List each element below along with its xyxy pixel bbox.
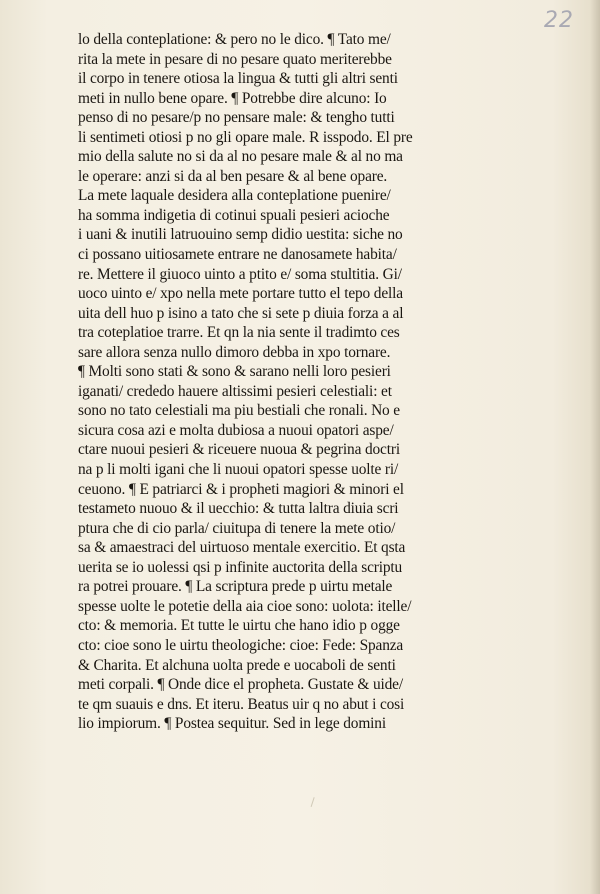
text-line: ctare nuoui pesieri & riceuere nuoua & pegrina doctri (78, 441, 400, 459)
text-line: cto: cioe sono le uirtu theologiche: cioe: Fede: Spanza (78, 636, 404, 654)
text-line: ci possano uitiosamete entrare ne danosamete habita/ (78, 246, 397, 264)
paper-mark (311, 797, 321, 809)
text-line: meti corpali. ¶ Onde dice el propheta. Gustate & uide/ (78, 676, 403, 694)
text-line: & Charita. Et alchuna uolta prede e uocaboli de senti (78, 656, 396, 674)
text-line: uita dell huo p isino a tato che si sete p diuia forza a al (78, 304, 404, 322)
text-line: spesse uolte le potetie della aia cioe sono: uolota: itelle/ (78, 597, 412, 615)
text-line: li sentimeti otiosi p no gli opare male. R isspodo. El pre (78, 128, 413, 146)
text-line: ra potrei prouare. ¶ La scriptura prede p uirtu metale (78, 578, 393, 596)
text-line: sono no tato celestiali ma piu bestiali che ronali. No e (78, 402, 400, 420)
text-line: sicura cosa azi e molta dubiosa a nuoui opatori aspe/ (78, 421, 394, 439)
text-line: uoco uinto e/ xpo nella mete portare tutto el tepo della (78, 285, 403, 303)
text-line: penso di no pesare/p no pensare male: & tengho tutti (78, 109, 395, 127)
text-line: uerita se io uolessi qsi p infinite auctorita della scriptu (78, 558, 403, 576)
text-line: meti in nullo bene opare. ¶ Potrebbe dire alcuno: Io (78, 89, 387, 107)
text-line: tra coteplatioe trarre. Et qn la nia sente il tradimto ces (78, 324, 400, 342)
text-line: cto: & memoria. Et tutte le uirtu che hano idio p ogge (78, 617, 400, 635)
text-line: i uani & inutili latruouino semp didio uestita: siche no (78, 226, 403, 244)
text-line: na p li molti igani che li nuoui opatori spesse uolte ri/ (78, 461, 399, 479)
text-line: iganati/ crededo hauere altissimi pesieri celestiali: et (78, 382, 392, 400)
text-line: mio della salute no si da al no pesare male & al no ma (78, 148, 403, 166)
text-line: testameto nuouo & il uecchio: & tutta laltra diuia scri (78, 500, 399, 518)
text-line: ha somma indigetia di cotinui spuali pesieri acioche (78, 206, 390, 224)
text-line: te qm suauis e dns. Et iteru. Beatus uir q no abut i cosi (78, 695, 405, 713)
text-line: lio impiorum. ¶ Postea sequitur. Sed in lege domini (78, 715, 386, 733)
text-block (78, 30, 518, 734)
text-line: La mete laquale desidera alla conteplatione puenire/ (78, 187, 391, 205)
text-line: sa & amaestraci del uirtuoso mentale exercitio. Et qsta (78, 539, 406, 557)
text-line: sare allora senza nullo dimoro debba in xpo tornare. (78, 343, 391, 361)
text-line: ceuono. ¶ E patriarci & i propheti magiori & minori el (78, 480, 404, 498)
text-line: re. Mettere il giuoco uinto a ptito e/ soma stultitia. Gi/ (78, 265, 402, 283)
text-line: ptura che di cio parla/ ciuitupa di tenere la mete otio/ (78, 519, 396, 537)
text-line: rita la mete in pesare di no pesare quato meriterebbe (78, 50, 392, 68)
text-line: lo della conteplatione: & pero no le dico. ¶ Tato me/ (78, 31, 391, 48)
text-line: il corpo in tenere otiosa la lingua & tutti gli altri senti (78, 70, 398, 88)
text-line: le operare: anzi si da al ben pesare & al bene opare. (78, 167, 388, 185)
folio-number: 22 (544, 8, 574, 33)
text-line: ¶ Molti sono stati & sono & sarano nelli loro pesieri (78, 363, 391, 381)
page-edge-shadow (590, 0, 600, 894)
